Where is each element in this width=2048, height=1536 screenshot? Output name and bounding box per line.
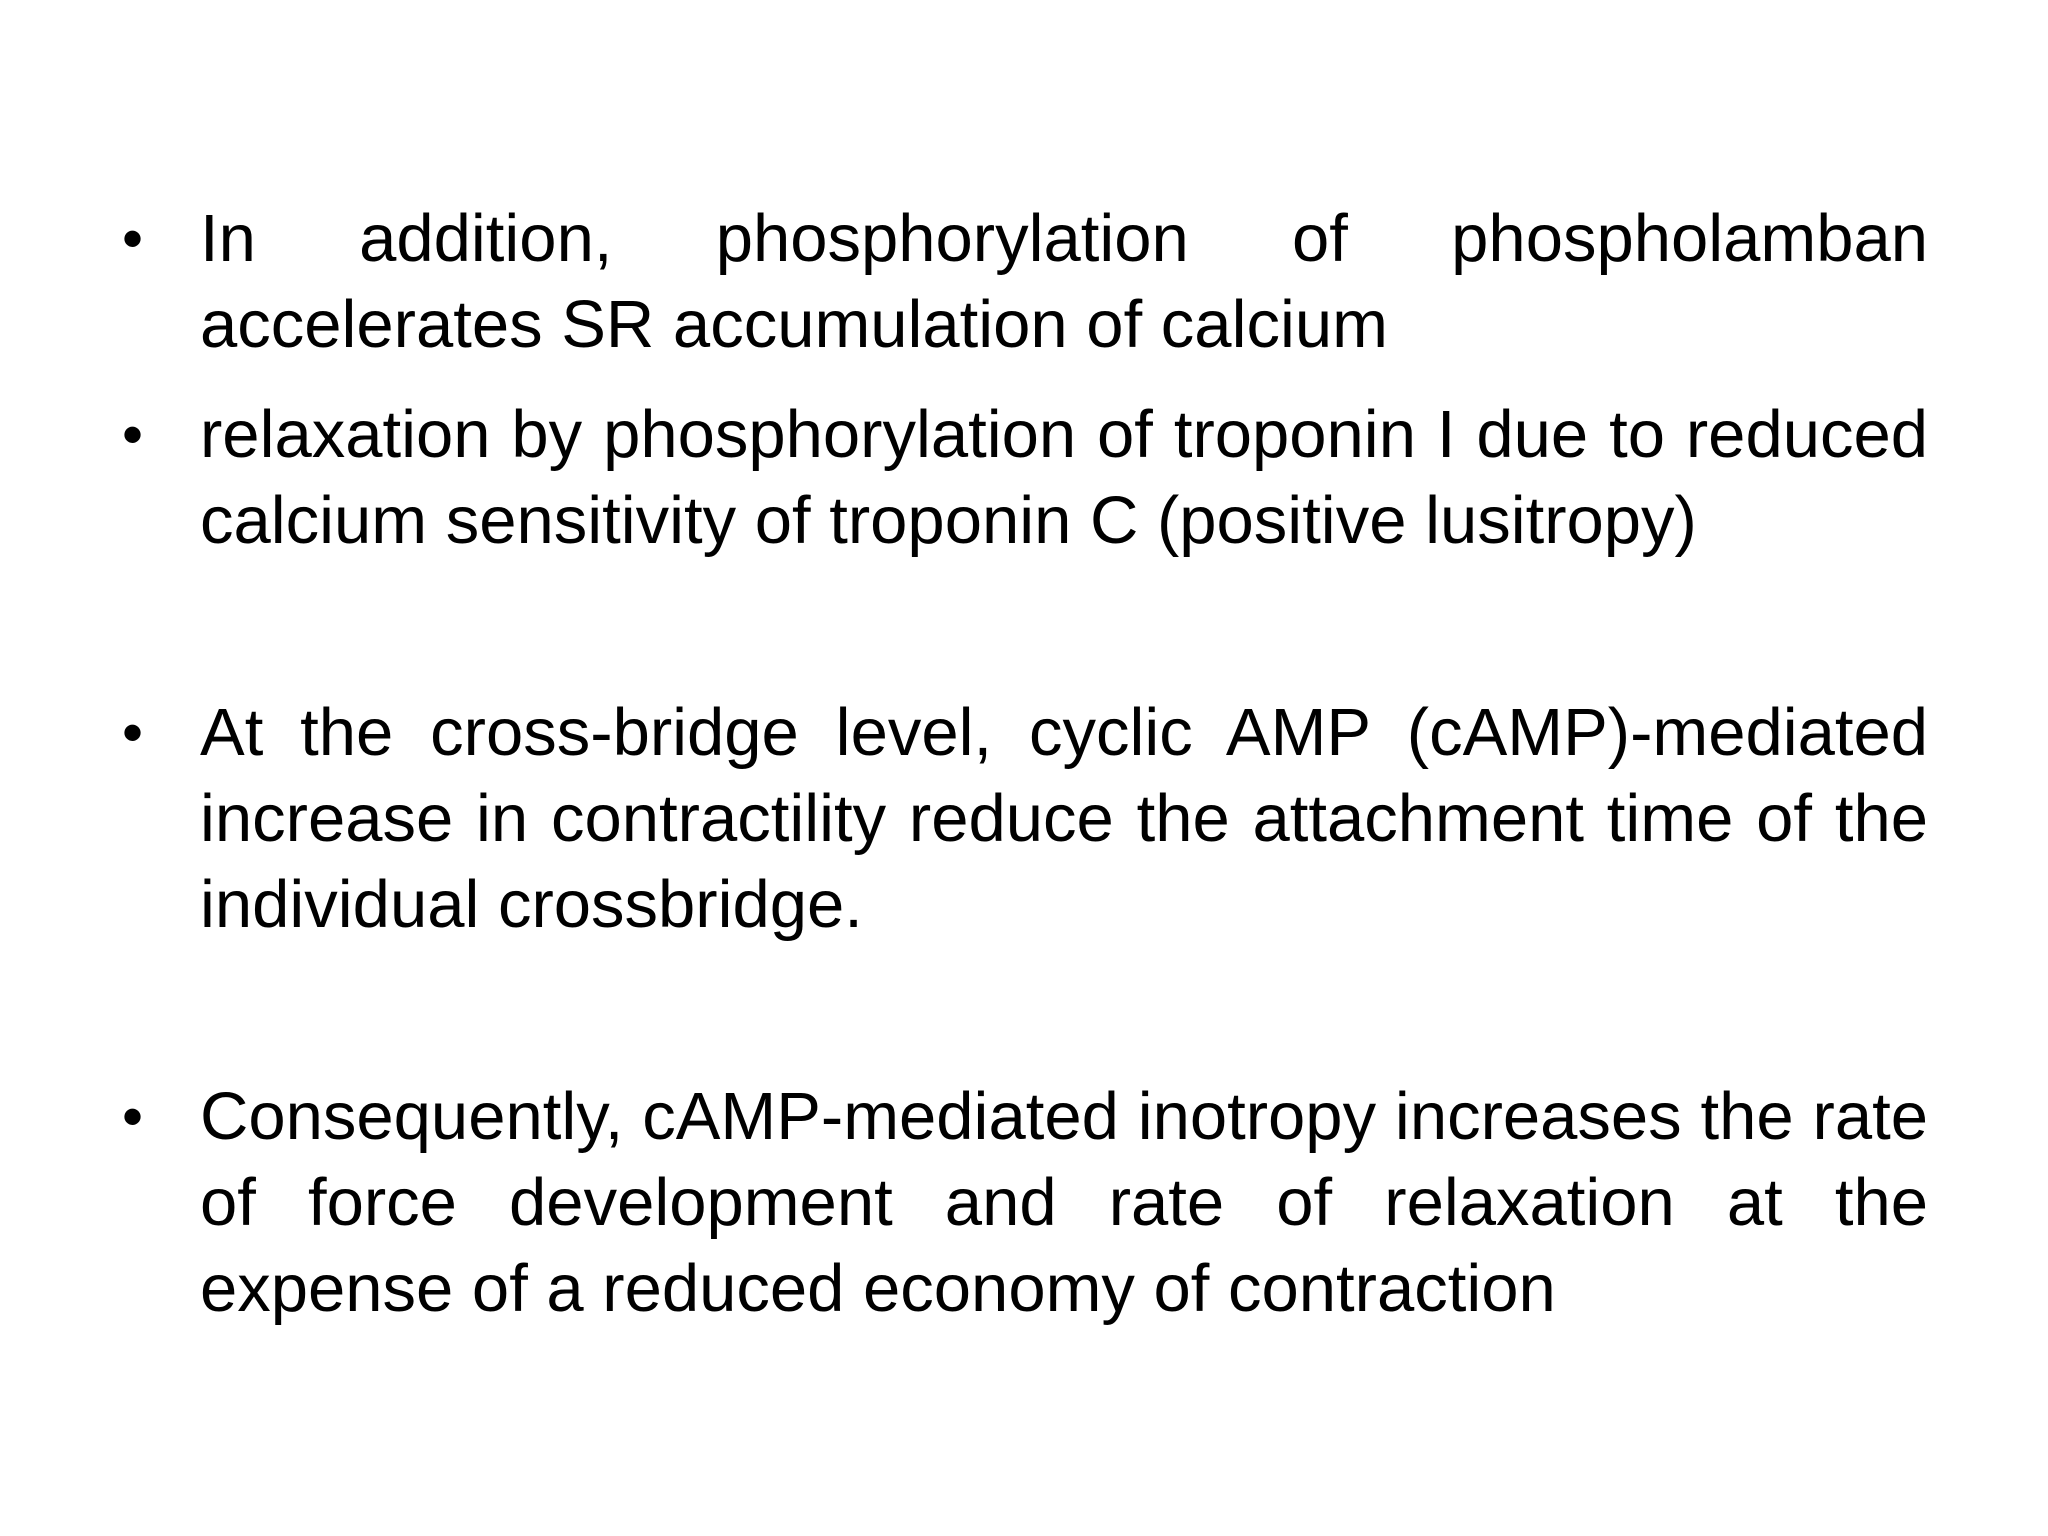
bullet-text: In addition, phosphorylation of phospholamban accelerates SR accumulation of calcium [200, 201, 1928, 362]
bullet-dot-icon: • [122, 1083, 144, 1150]
bullet-item [122, 690, 1928, 948]
bullet-text: Consequently, cAMP-mediated inotropy increases the rate of force development and rate of relaxation at the expense of a reduced economy of contraction [200, 1079, 1928, 1326]
bullet-dot-icon: • [122, 205, 144, 272]
bullet-dot-icon: • [122, 699, 144, 766]
bullet-text: relaxation by phosphorylation of troponin I due to reduced calcium sensitivity of troponin C (positive lusitropy) [200, 397, 1928, 558]
bullet-dot-icon: • [122, 401, 144, 468]
bullet-list [122, 196, 1928, 1332]
bullet-item [122, 196, 1928, 368]
bullet-item [122, 392, 1928, 564]
bullet-text: At the cross-bridge level, cyclic AMP (cAMP)-mediated increase in contractility reduce the attachment time of the individual crossbridge. [200, 695, 1928, 942]
bullet-item [122, 1074, 1928, 1332]
